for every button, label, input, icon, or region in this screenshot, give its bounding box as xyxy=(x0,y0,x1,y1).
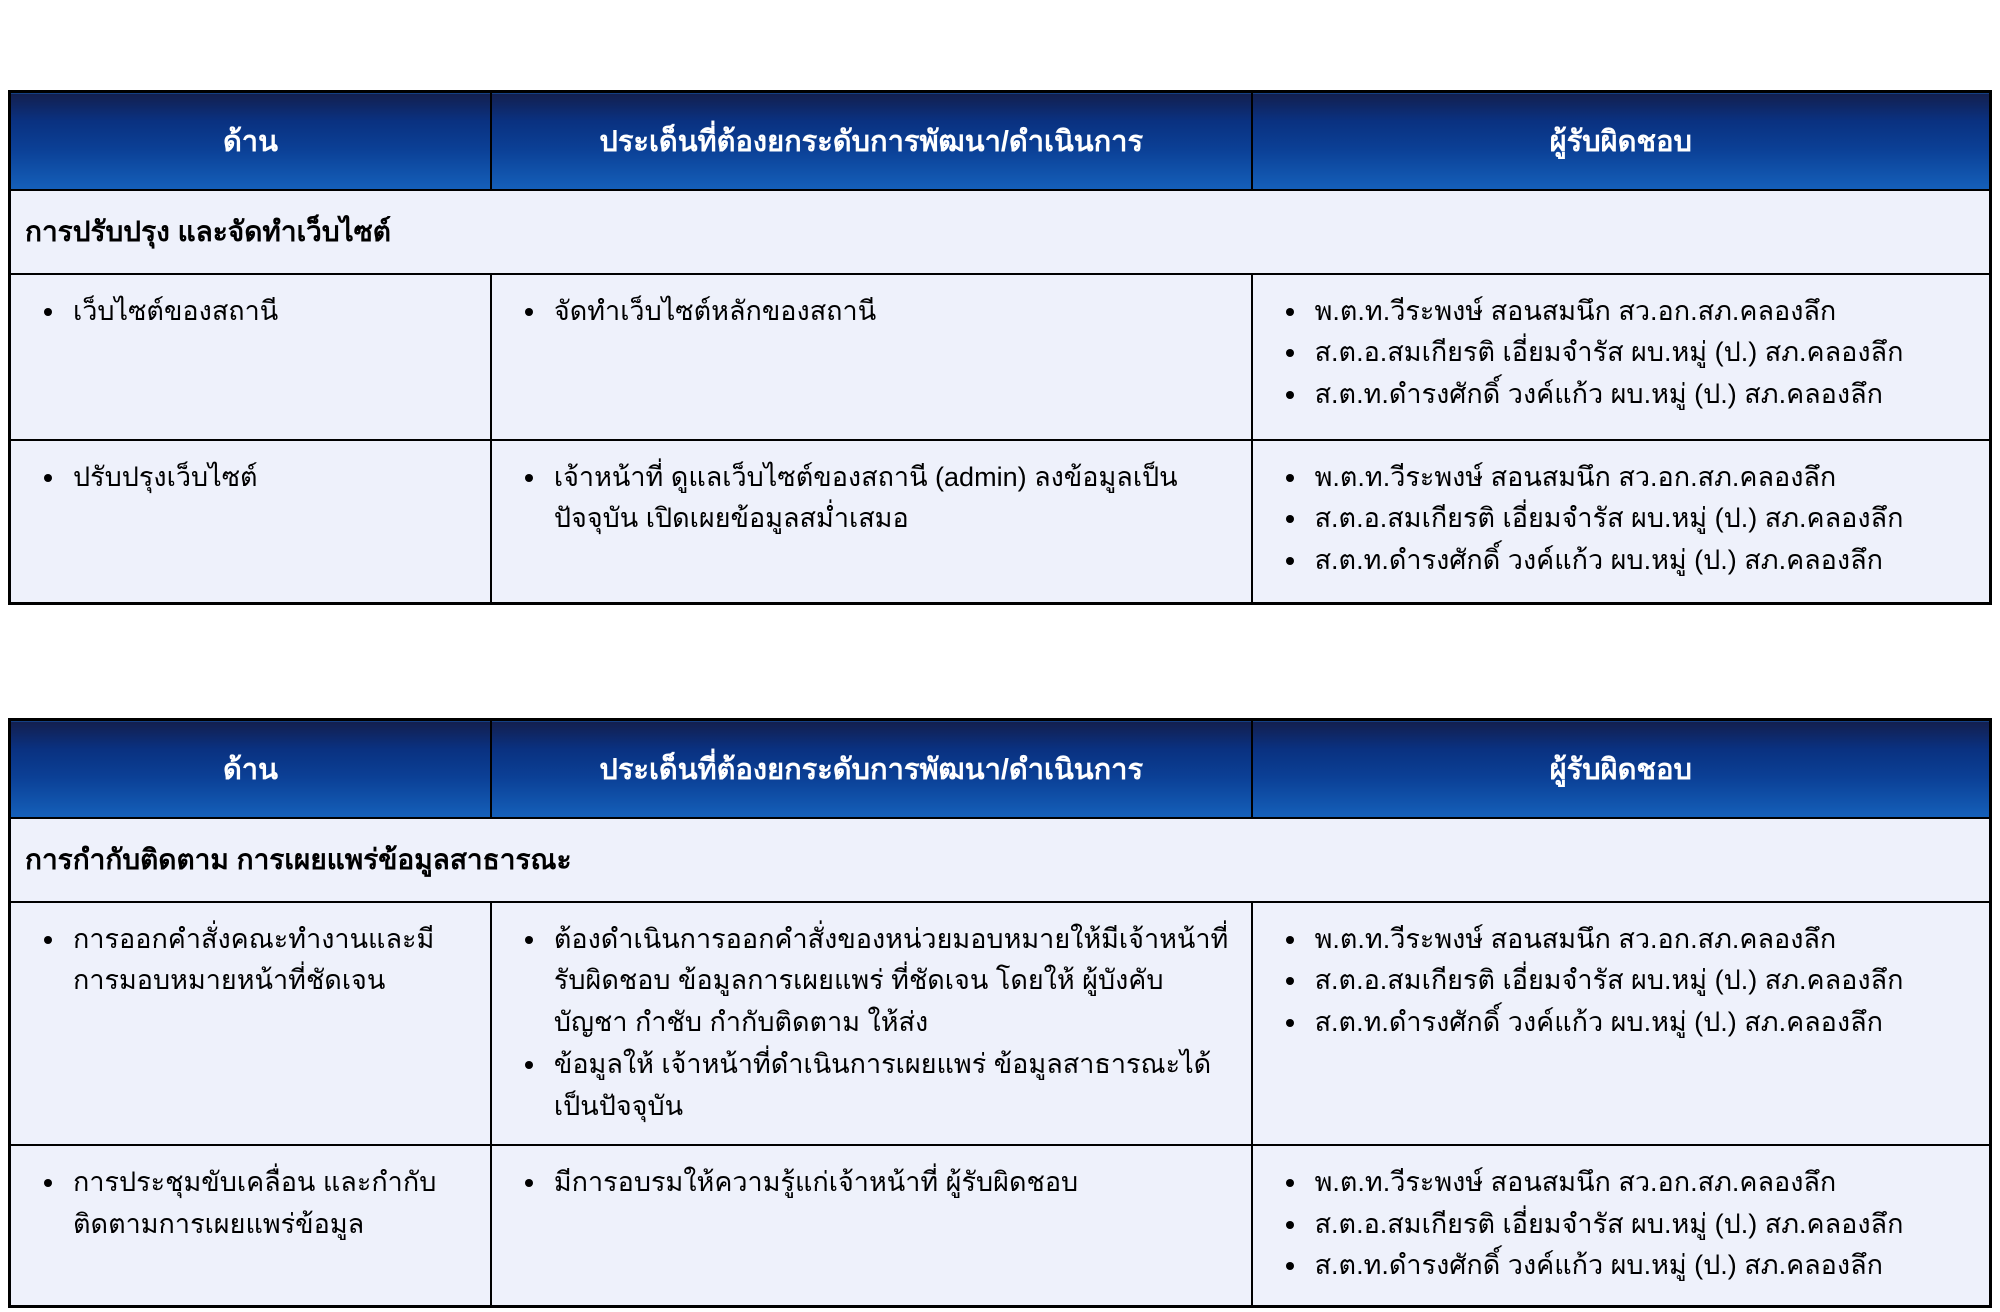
column-header-issues: ประเด็นที่ต้องยกระดับการพัฒนา/ดำเนินการ xyxy=(491,720,1252,818)
list-item: • ส.ต.ท.ดำรงศักดิ์ วงค์แก้ว ผบ.หมู่ (ป.) สภ.คลองลึก xyxy=(1309,1245,1969,1287)
responsible-list xyxy=(1261,457,1969,583)
cell-aspect xyxy=(10,902,491,1145)
cell-issues xyxy=(491,1145,1252,1307)
section-row xyxy=(10,818,1991,902)
list-item: • การออกคำสั่งคณะทำงานและมีการมอบหมายหน้าที่ชัดเจน xyxy=(67,919,470,1003)
cell-issues xyxy=(491,902,1252,1145)
section-row xyxy=(10,190,1991,274)
table-row xyxy=(10,1145,1991,1307)
list-item: • เจ้าหน้าที่ ดูแลเว็บไซต์ของสถานี (admin) ลงข้อมูลเป็นปัจจุบัน เปิดเผยข้อมูลสม่ำเสมอ xyxy=(548,457,1231,541)
cell-responsible xyxy=(1252,1145,1991,1307)
responsible-list xyxy=(1261,1162,1969,1288)
table-row xyxy=(10,902,1991,1145)
list-item: • ส.ต.อ.สมเกียรติ เอี่ยมจำรัส ผบ.หมู่ (ป.) สภ.คลองลึก xyxy=(1309,960,1969,1002)
list-item: • ข้อมูลให้ เจ้าหน้าที่ดำเนินการเผยแพร่ ข้อมูลสาธารณะได้เป็นปัจจุบัน xyxy=(548,1044,1231,1128)
list-item: • ต้องดำเนินการออกคำสั่งของหน่วยมอบหมายให้มีเจ้าหน้าที่รับผิดชอบ ข้อมูลการเผยแพร่ ที่ชัดเจน โดยให้ ผู้บังคับบัญชา กำชับ กำกับติดตาม ให้ส่ง xyxy=(548,919,1231,1045)
aspect-list xyxy=(19,919,470,1003)
list-item: • ส.ต.อ.สมเกียรติ เอี่ยมจำรัส ผบ.หมู่ (ป.) สภ.คลองลึก xyxy=(1309,498,1969,540)
cell-issues xyxy=(491,274,1252,440)
cell-aspect xyxy=(10,1145,491,1307)
responsible-list xyxy=(1261,291,1969,417)
list-item: • พ.ต.ท.วีระพงษ์ สอนสมนึก สว.อก.สภ.คลองลึก xyxy=(1309,291,1969,333)
aspect-list xyxy=(19,457,470,499)
list-item: • พ.ต.ท.วีระพงษ์ สอนสมนึก สว.อก.สภ.คลองลึก xyxy=(1309,1162,1969,1204)
column-header-issues: ประเด็นที่ต้องยกระดับการพัฒนา/ดำเนินการ xyxy=(491,92,1252,190)
list-item: • ส.ต.อ.สมเกียรติ เอี่ยมจำรัส ผบ.หมู่ (ป.) สภ.คลองลึก xyxy=(1309,332,1969,374)
list-item: • ส.ต.ท.ดำรงศักดิ์ วงค์แก้ว ผบ.หมู่ (ป.) สภ.คลองลึก xyxy=(1309,540,1969,582)
column-header-aspect: ด้าน xyxy=(10,720,491,818)
column-header-responsible: ผู้รับผิดชอบ xyxy=(1252,92,1991,190)
cell-aspect xyxy=(10,440,491,604)
list-item: • จัดทำเว็บไซต์หลักของสถานี xyxy=(548,291,1231,333)
section-title: การกำกับติดตาม การเผยแพร่ข้อมูลสาธารณะ xyxy=(10,818,1991,902)
cell-responsible xyxy=(1252,902,1991,1145)
table-row xyxy=(10,274,1991,440)
issues-list xyxy=(500,457,1231,541)
cell-responsible xyxy=(1252,440,1991,604)
table-header-row xyxy=(10,720,1991,818)
list-item: • มีการอบรมให้ความรู้แก่เจ้าหน้าที่ ผู้รับผิดชอบ xyxy=(548,1162,1231,1204)
list-item: • พ.ต.ท.วีระพงษ์ สอนสมนึก สว.อก.สภ.คลองลึก xyxy=(1309,457,1969,499)
section-title: การปรับปรุง และจัดทำเว็บไซต์ xyxy=(10,190,1991,274)
aspect-list xyxy=(19,1162,470,1246)
list-item: • พ.ต.ท.วีระพงษ์ สอนสมนึก สว.อก.สภ.คลองลึก xyxy=(1309,919,1969,961)
list-item: • ปรับปรุงเว็บไซต์ xyxy=(67,457,470,499)
cell-issues xyxy=(491,440,1252,604)
development-issues-table-2 xyxy=(8,718,1992,1308)
development-issues-table-1 xyxy=(8,90,1992,605)
table-website-development xyxy=(8,90,1992,605)
column-header-responsible: ผู้รับผิดชอบ xyxy=(1252,720,1991,818)
list-item: • ส.ต.อ.สมเกียรติ เอี่ยมจำรัส ผบ.หมู่ (ป.) สภ.คลองลึก xyxy=(1309,1204,1969,1246)
table-header-row xyxy=(10,92,1991,190)
issues-list xyxy=(500,1162,1231,1204)
issues-list xyxy=(500,919,1231,1128)
table-row xyxy=(10,440,1991,604)
aspect-list xyxy=(19,291,470,333)
table-monitoring-publication xyxy=(8,718,1992,1308)
cell-aspect xyxy=(10,274,491,440)
column-header-aspect: ด้าน xyxy=(10,92,491,190)
issues-list xyxy=(500,291,1231,333)
list-item: • ส.ต.ท.ดำรงศักดิ์ วงค์แก้ว ผบ.หมู่ (ป.) สภ.คลองลึก xyxy=(1309,374,1969,416)
list-item: • ส.ต.ท.ดำรงศักดิ์ วงค์แก้ว ผบ.หมู่ (ป.) สภ.คลองลึก xyxy=(1309,1002,1969,1044)
list-item: • การประชุมขับเคลื่อน และกำกับติดตามการเผยแพร่ข้อมูล xyxy=(67,1162,470,1246)
cell-responsible xyxy=(1252,274,1991,440)
list-item: • เว็บไซต์ของสถานี xyxy=(67,291,470,333)
responsible-list xyxy=(1261,919,1969,1045)
